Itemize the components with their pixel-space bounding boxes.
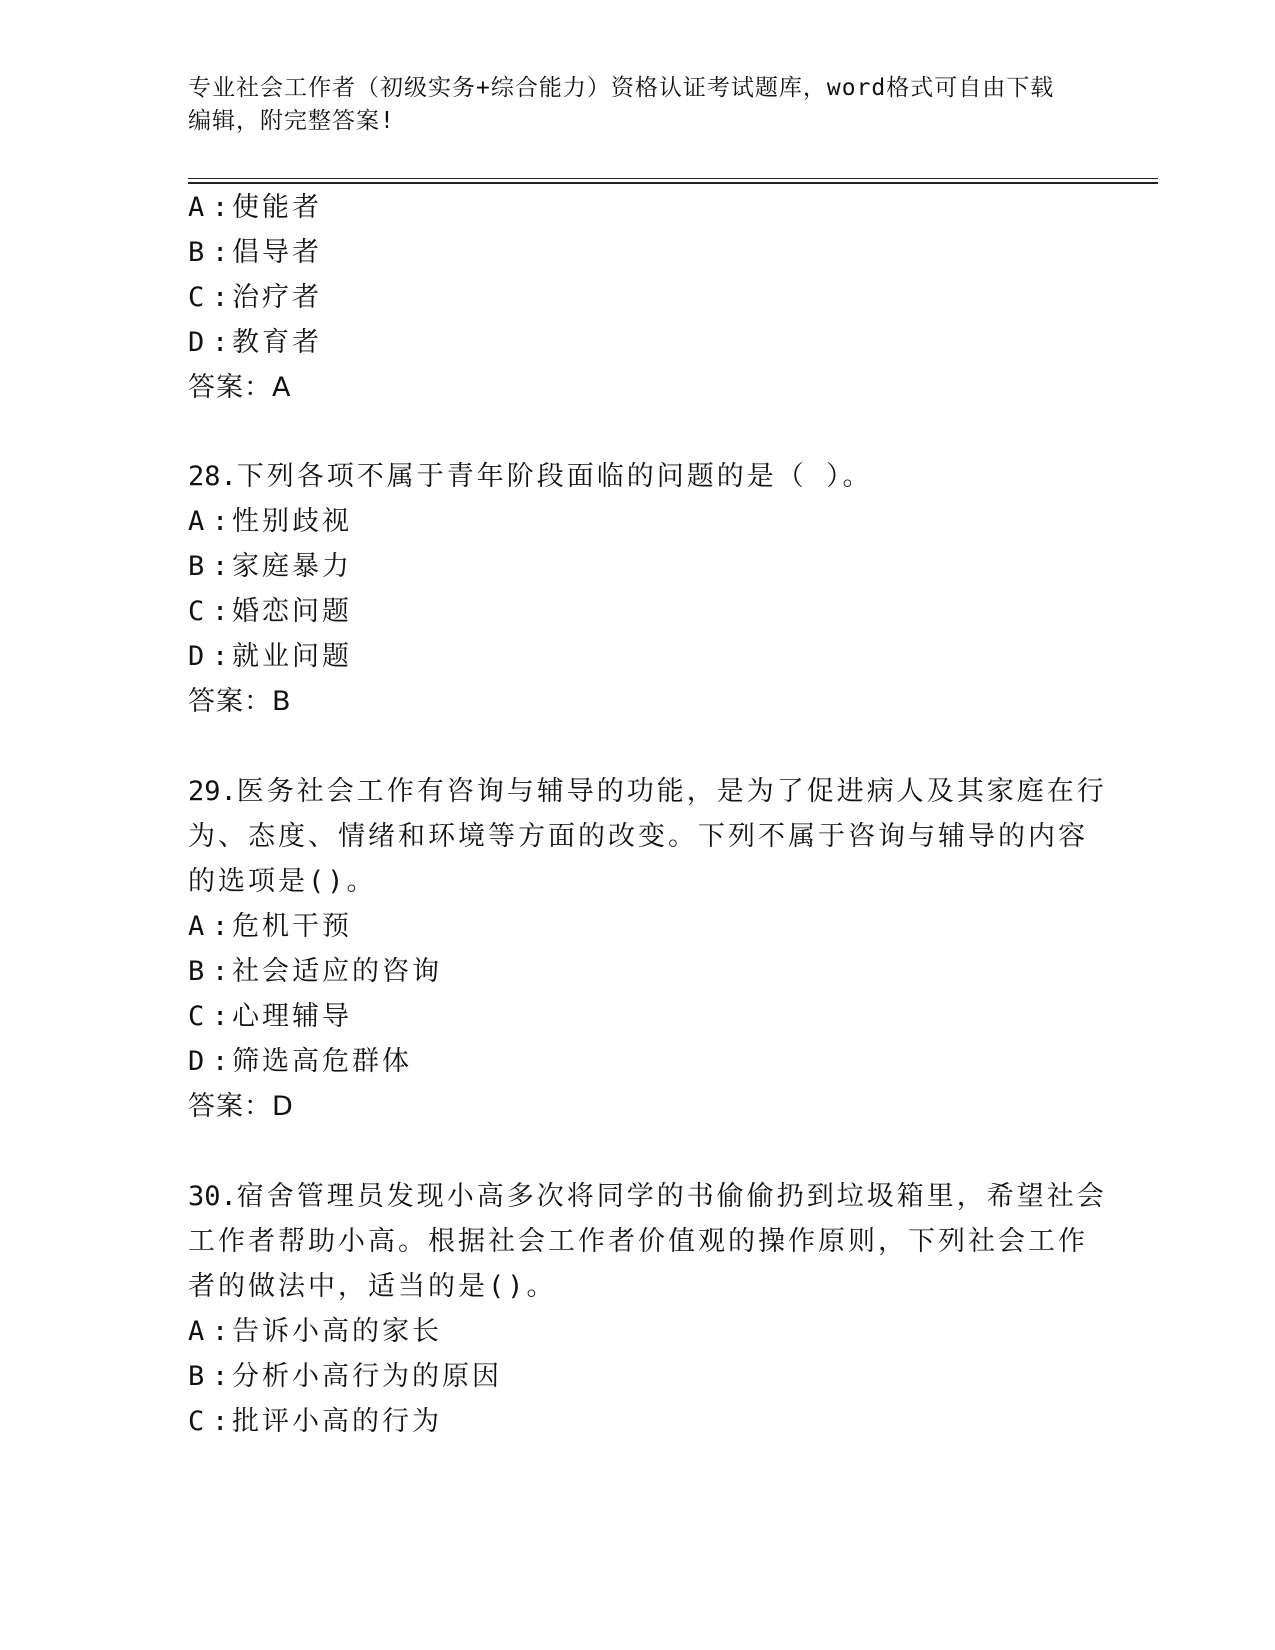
q30-stem-line-2: 工作者帮助小高。根据社会工作者价值观的操作原则，下列社会工作 (188, 1226, 1088, 1257)
header-line-2: 编辑，附完整答案! (188, 108, 395, 134)
q29-stem-line-1: 29.医务社会工作有咨询与辅导的功能，是为了促进病人及其家庭在行 (188, 776, 1107, 807)
q30-stem-line-3: 者的做法中，适当的是()。 (188, 1271, 557, 1302)
q27-option-d: D : 教育者 (188, 327, 322, 358)
header-divider-thin (188, 178, 1158, 179)
q28-stem: 28.下列各项不属于青年阶段面临的问题的是（ ）。 (188, 461, 873, 492)
q30-option-b: B : 分析小高行为的原因 (188, 1361, 502, 1392)
document-header (188, 72, 1088, 138)
q29-option-b: B : 社会适应的咨询 (188, 956, 442, 987)
q28-option-c: C : 婚恋问题 (188, 596, 352, 627)
q30-option-a: A : 告诉小高的家长 (188, 1316, 442, 1347)
q29-option-c: C : 心理辅导 (188, 1001, 352, 1032)
header-line-1: 专业社会工作者（初级实务+综合能力）资格认证考试题库，word格式可自由下载 (188, 75, 1055, 101)
q29-option-a: A : 危机干预 (188, 911, 352, 942)
q27-option-a: A : 使能者 (188, 192, 322, 223)
q28-answer: 答案：B (188, 686, 292, 717)
q28-option-b: B : 家庭暴力 (188, 551, 352, 582)
q29-stem-line-3: 的选项是()。 (188, 866, 377, 897)
q29-stem-line-2: 为、态度、情绪和环境等方面的改变。下列不属于咨询与辅导的内容 (188, 821, 1088, 852)
q28-option-d: D : 就业问题 (188, 641, 352, 672)
header-divider-thick (188, 182, 1158, 184)
q30-stem-line-1: 30.宿舍管理员发现小高多次将同学的书偷偷扔到垃圾箱里，希望社会 (188, 1181, 1107, 1212)
q27-answer: 答案：A (188, 372, 292, 403)
q29-answer: 答案：D (188, 1091, 294, 1122)
q27-option-c: C : 治疗者 (188, 282, 322, 313)
q29-option-d: D : 筛选高危群体 (188, 1046, 412, 1077)
q30-option-c: C : 批评小高的行为 (188, 1406, 442, 1437)
q27-option-b: B : 倡导者 (188, 237, 322, 268)
q28-option-a: A : 性别歧视 (188, 506, 352, 537)
